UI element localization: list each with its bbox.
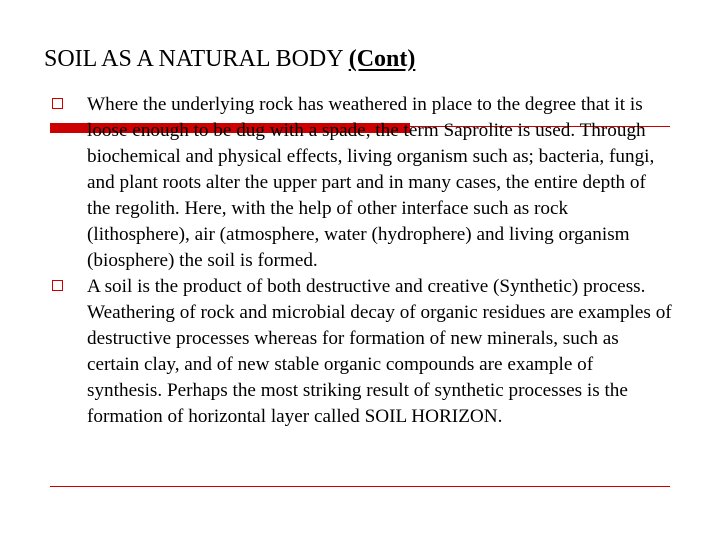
bullet-text: Where the underlying rock has weathered in place to the degree that it is loose enough to be dug with a spade, the term Saprolite is used. Through biochemical and physical effects, living organism such as; bacteria, fungi, and plant roots alter the upper part and in many cases, the entire depth of the regolith. Here, with the help of other interface such as rock (lithosphere), air (atmosphere, water (hydrophere) and living organism (biosphere) the soil is formed. bbox=[87, 94, 655, 271]
hollow-square-bullet-icon bbox=[52, 98, 63, 109]
slide-title bbox=[44, 44, 415, 74]
bullet-item bbox=[52, 274, 672, 430]
bullet-list bbox=[52, 92, 672, 430]
bullet-item bbox=[52, 92, 672, 274]
bullet-text: A soil is the product of both destructive and creative (Synthetic) process. Weathering of rock and microbial decay of organic residues are examples of destructive processes whereas for formation of new minerals, such as certain clay, and of new stable organic compounds are example of synthesis. Perhaps the most striking result of synthetic processes is the formation of horizontal layer called SOIL HORIZON. bbox=[87, 276, 672, 427]
hollow-square-bullet-icon bbox=[52, 280, 63, 291]
accent-rule-bottom bbox=[50, 486, 670, 487]
title-cont: (Cont) bbox=[348, 46, 416, 72]
title-main: SOIL AS A NATURAL BODY bbox=[44, 46, 349, 72]
